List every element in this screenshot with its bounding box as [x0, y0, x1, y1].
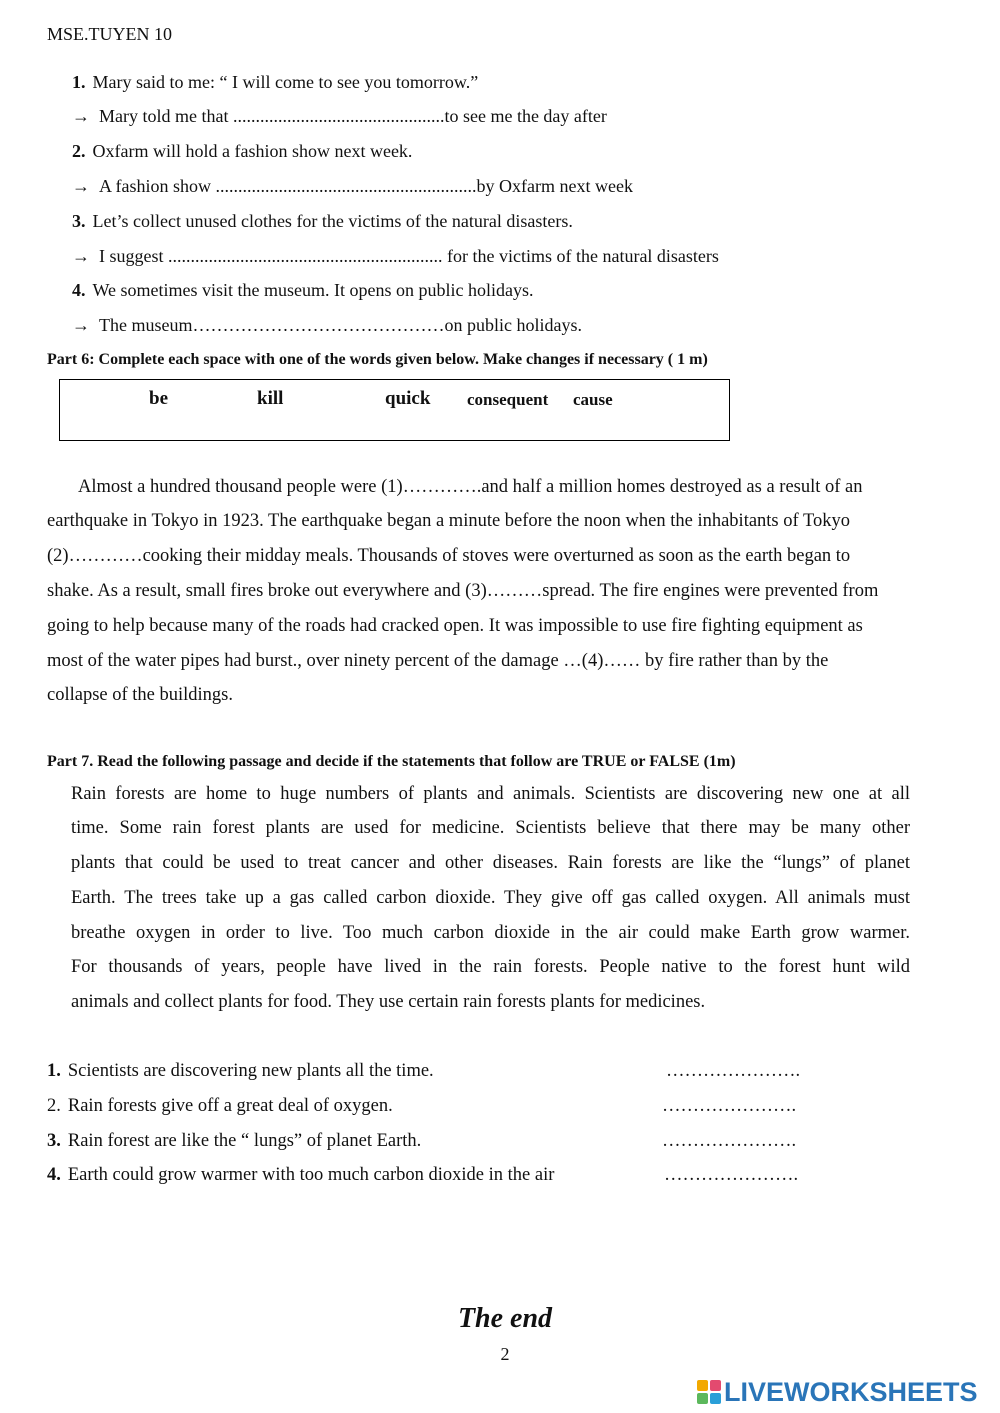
statement-number: 3. [47, 1131, 61, 1151]
passage-line: most of the water pipes had burst., over ninety percent of the damage …(4)…… by fire rather than by the [47, 651, 829, 671]
part5-answer-line [72, 176, 633, 197]
part5-question [72, 141, 412, 162]
answer-text: Mary told me that ...............................................to see me the day after [99, 106, 607, 126]
arrow-icon: → [72, 315, 90, 335]
arrow-icon: → [72, 246, 90, 266]
statement-text: Scientists are discovering new plants all the time. [67, 1061, 434, 1081]
part6-title: Part 6: Complete each space with one of the words given below. Make changes if necessary ( 1 m) [47, 351, 708, 368]
question-text: Mary said to me: “ I will come to see you tomorrow.” [92, 72, 479, 92]
word-bank-item: consequent [467, 390, 549, 409]
liveworksheets-logo[interactable] [697, 1377, 978, 1407]
passage-line: earthquake in Tokyo in 1923. The earthquake began a minute before the noon when the inhabitants of Tokyo [47, 511, 850, 531]
logo-tile [697, 1393, 708, 1404]
statement-text: Rain forests give off a great deal of oxygen. [67, 1096, 393, 1116]
passage-line: plants that could be used to treat cancer and other diseases. Rain forests are like the “lungs” of planet [71, 853, 910, 873]
question-number: 4. [72, 280, 86, 300]
part5-question [72, 72, 478, 93]
page-number: 2 [500, 1344, 510, 1364]
statement-text: Earth could grow warmer with too much carbon dioxide in the air [67, 1165, 555, 1185]
answer-text: I suggest ............................................................. for the victims of the natural disasters [99, 246, 719, 266]
question-number: 1. [72, 72, 86, 92]
liveworksheets-icon [697, 1380, 721, 1404]
word-bank-box [59, 379, 730, 441]
question-text: Oxfarm will hold a fashion show next week. [92, 141, 413, 161]
part5-question [72, 280, 534, 301]
statement-number: 4. [47, 1165, 61, 1185]
answer-text: The museum……………………………………on public holidays. [99, 315, 582, 335]
passage-line: For thousands of years, people have lived in the rain forests. People native to the forest hunt wild [71, 957, 910, 977]
part5-answer-line [72, 315, 582, 336]
word-bank-item: quick [385, 388, 431, 409]
part7-title: Part 7. Read the following passage and decide if the statements that follow are TRUE or FALSE (1m) [47, 753, 736, 770]
passage-line: Rain forests are home to huge numbers of plants and animals. Scientists are discovering new one at all [71, 784, 910, 804]
passage-line: (2)…………cooking their midday meals. Thousands of stoves were overturned as soon as the earth began to [47, 546, 851, 566]
statement-item [47, 1096, 393, 1117]
part5-question [72, 211, 573, 232]
passage-line: Almost a hundred thousand people were (1)………….and half a million homes destroyed as a result of an [78, 477, 863, 497]
question-text: Let’s collect unused clothes for the victims of the natural disasters. [92, 211, 573, 231]
question-number: 2. [72, 141, 86, 161]
answer-blank[interactable]: …………………. [662, 1131, 797, 1151]
statement-text: Rain forest are like the “ lungs” of planet Earth. [67, 1131, 422, 1151]
word-bank-item: cause [573, 390, 613, 409]
logo-text: LIVEWORKSHEETS [724, 1376, 978, 1407]
answer-blank[interactable]: …………………. [662, 1096, 797, 1116]
answer-blank[interactable]: …………………. [666, 1061, 801, 1081]
word-bank-item: be [149, 388, 168, 409]
end-title: The end [457, 1303, 553, 1334]
passage-line: collapse of the buildings. [47, 685, 233, 705]
statement-item [47, 1131, 421, 1152]
answer-text: A fashion show ..........................................................by Oxfarm next week [99, 176, 633, 196]
passage-line: time. Some rain forest plants are used for medicine. Scientists believe that there may be many other [71, 818, 910, 838]
statement-item [47, 1165, 554, 1186]
logo-tile [697, 1380, 708, 1391]
passage-line: going to help because many of the roads had cracked open. It was impossible to use fire fighting equipment as [47, 616, 863, 636]
word-bank-item: kill [257, 388, 284, 409]
part5-answer-line [72, 106, 607, 127]
logo-tile [710, 1393, 721, 1404]
document-header: MSE.TUYEN 10 [47, 24, 172, 44]
answer-blank[interactable]: …………………. [664, 1165, 799, 1185]
question-number: 3. [72, 211, 86, 231]
passage-line: animals and collect plants for food. They use certain rain forests plants for medicines. [71, 992, 706, 1012]
arrow-icon: → [72, 176, 90, 196]
passage-line: shake. As a result, small fires broke out everywhere and (3)………spread. The fire engines were prevented from [47, 581, 879, 601]
statement-number: 2. [47, 1096, 61, 1116]
passage-line: Earth. The trees take up a gas called carbon dioxide. They give off gas called oxygen. All animals must [71, 888, 910, 908]
question-text: We sometimes visit the museum. It opens on public holidays. [92, 280, 534, 300]
arrow-icon: → [72, 106, 90, 126]
passage-line: breathe oxygen in order to live. Too much carbon dioxide in the air could make Earth grow warmer. [71, 923, 910, 943]
part5-answer-line [72, 246, 719, 267]
logo-tile [710, 1380, 721, 1391]
statement-item [47, 1061, 434, 1082]
statement-number: 1. [47, 1061, 61, 1081]
